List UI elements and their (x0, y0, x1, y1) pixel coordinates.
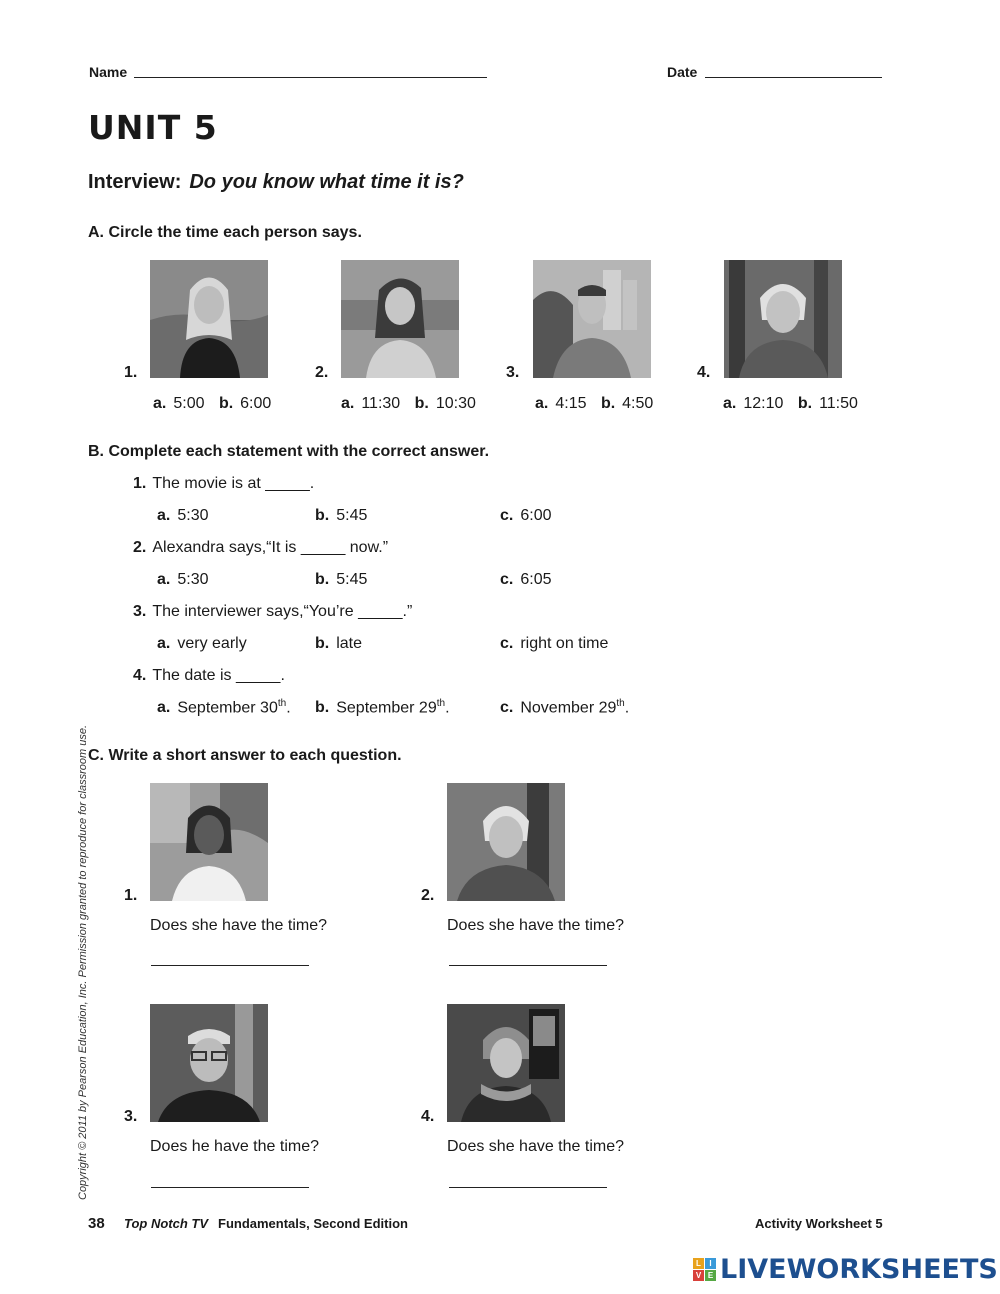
c-item-1-answer-field[interactable] (151, 952, 309, 966)
b-item-1-option-c[interactable]: c. 6:00 (500, 507, 552, 524)
a-item-4-options (723, 395, 858, 413)
c-item-2-number: 2. (421, 887, 435, 904)
b-item-4-option-a[interactable]: a. September 30th. (157, 698, 291, 717)
a-item-2-number: 2. (315, 364, 329, 381)
section-c-heading: C. Write a short answer to each question. (88, 747, 402, 764)
logo-block-e: E (705, 1270, 716, 1281)
name-label: Name (89, 64, 128, 80)
b-item-2-option-a[interactable]: a. 5:30 (157, 571, 209, 588)
c-item-1-question: Does she have the time? (150, 917, 327, 934)
b-item-1-option-b[interactable]: b. 5:45 (315, 507, 368, 524)
interview-label: Interview: (88, 171, 182, 193)
a-item-3-options (535, 395, 653, 413)
footer-series: Top Notch TV (124, 1216, 209, 1231)
liveworksheets-logo (693, 1254, 998, 1285)
b-item-2-statement: 2. Alexandra says,“It is _____ now.” (133, 539, 389, 556)
section-a-heading: A. Circle the time each person says. (88, 224, 362, 241)
photo-older-woman-laughing (447, 783, 565, 901)
c-item-3-number: 3. (124, 1108, 138, 1125)
photo-man-young (533, 260, 651, 378)
a-item-4-number: 4. (697, 364, 711, 381)
a-item-1-option-a[interactable]: a. 5:00 (153, 395, 205, 412)
a-item-1-number: 1. (124, 364, 138, 381)
b-item-4-statement: 4. The date is _____. (133, 667, 285, 684)
a-item-3-option-b[interactable]: b. 4:50 (600, 395, 654, 412)
b-item-1-statement: 1. The movie is at _____. (133, 475, 315, 492)
interview-heading (88, 171, 464, 194)
c-item-4-number: 4. (421, 1108, 435, 1125)
a-item-1-options (153, 395, 271, 413)
a-item-1-option-b[interactable]: b. 6:00 (218, 395, 272, 412)
copyright-notice: Copyright © 2011 by Pearson Education, Inc. Permission granted to reproduce for classroom use. (77, 724, 89, 1200)
logo-block-i: I (705, 1258, 716, 1269)
a-item-2-option-a[interactable]: a. 11:30 (341, 395, 401, 412)
b-item-2-option-c[interactable]: c. 6:05 (500, 571, 552, 588)
photo-young-woman-short-hair (447, 1004, 565, 1122)
b-item-3-option-a[interactable]: a. very early (157, 635, 247, 652)
b-item-3-option-c[interactable]: c. right on time (500, 635, 609, 652)
c-item-4-question: Does she have the time? (447, 1138, 624, 1155)
logo-block-l: L (693, 1258, 704, 1269)
section-b-heading: B. Complete each statement with the correct answer. (88, 443, 490, 460)
b-item-3-statement: 3. The interviewer says,“You’re _____.” (133, 603, 413, 620)
interview-title: Do you know what time it is? (189, 171, 464, 193)
c-item-1-number: 1. (124, 887, 138, 904)
c-item-3-answer-field[interactable] (151, 1174, 309, 1188)
a-item-2-options (341, 395, 476, 413)
b-item-1-option-a[interactable]: a. 5:30 (157, 507, 209, 524)
footer-edition: Fundamentals, Second Edition (218, 1216, 408, 1231)
photo-young-woman-smiling (150, 783, 268, 901)
b-item-3-option-b[interactable]: b. late (315, 635, 363, 652)
b-item-4-option-c[interactable]: c. November 29th. (500, 698, 630, 717)
b-item-2-option-b[interactable]: b. 5:45 (315, 571, 368, 588)
c-item-3-question: Does he have the time? (150, 1138, 319, 1155)
footer-worksheet: Activity Worksheet 5 (755, 1216, 883, 1231)
name-field[interactable] (134, 64, 487, 78)
logo-block-v: V (693, 1270, 704, 1281)
photo-older-man-glasses (150, 1004, 268, 1122)
a-item-2-option-b[interactable]: b. 10:30 (414, 395, 476, 412)
photo-older-woman (724, 260, 842, 378)
c-item-2-answer-field[interactable] (449, 952, 607, 966)
a-item-4-option-a[interactable]: a. 12:10 (723, 395, 784, 412)
a-item-3-number: 3. (506, 364, 520, 381)
logo-text: LIVEWORKSHEETS (720, 1254, 998, 1285)
c-item-2-question: Does she have the time? (447, 917, 624, 934)
b-item-4-option-b[interactable]: b. September 29th. (315, 698, 450, 717)
a-item-3-option-a[interactable]: a. 4:15 (535, 395, 587, 412)
c-item-4-answer-field[interactable] (449, 1174, 607, 1188)
date-label: Date (667, 64, 698, 80)
photo-woman-blonde (150, 260, 268, 378)
logo-blocks-icon (693, 1258, 716, 1281)
photo-woman-brunette (341, 260, 459, 378)
page-number: 38 (88, 1215, 105, 1232)
unit-title: UNIT 5 (88, 108, 218, 147)
a-item-4-option-b[interactable]: b. 11:50 (797, 395, 858, 412)
date-field[interactable] (705, 64, 882, 78)
